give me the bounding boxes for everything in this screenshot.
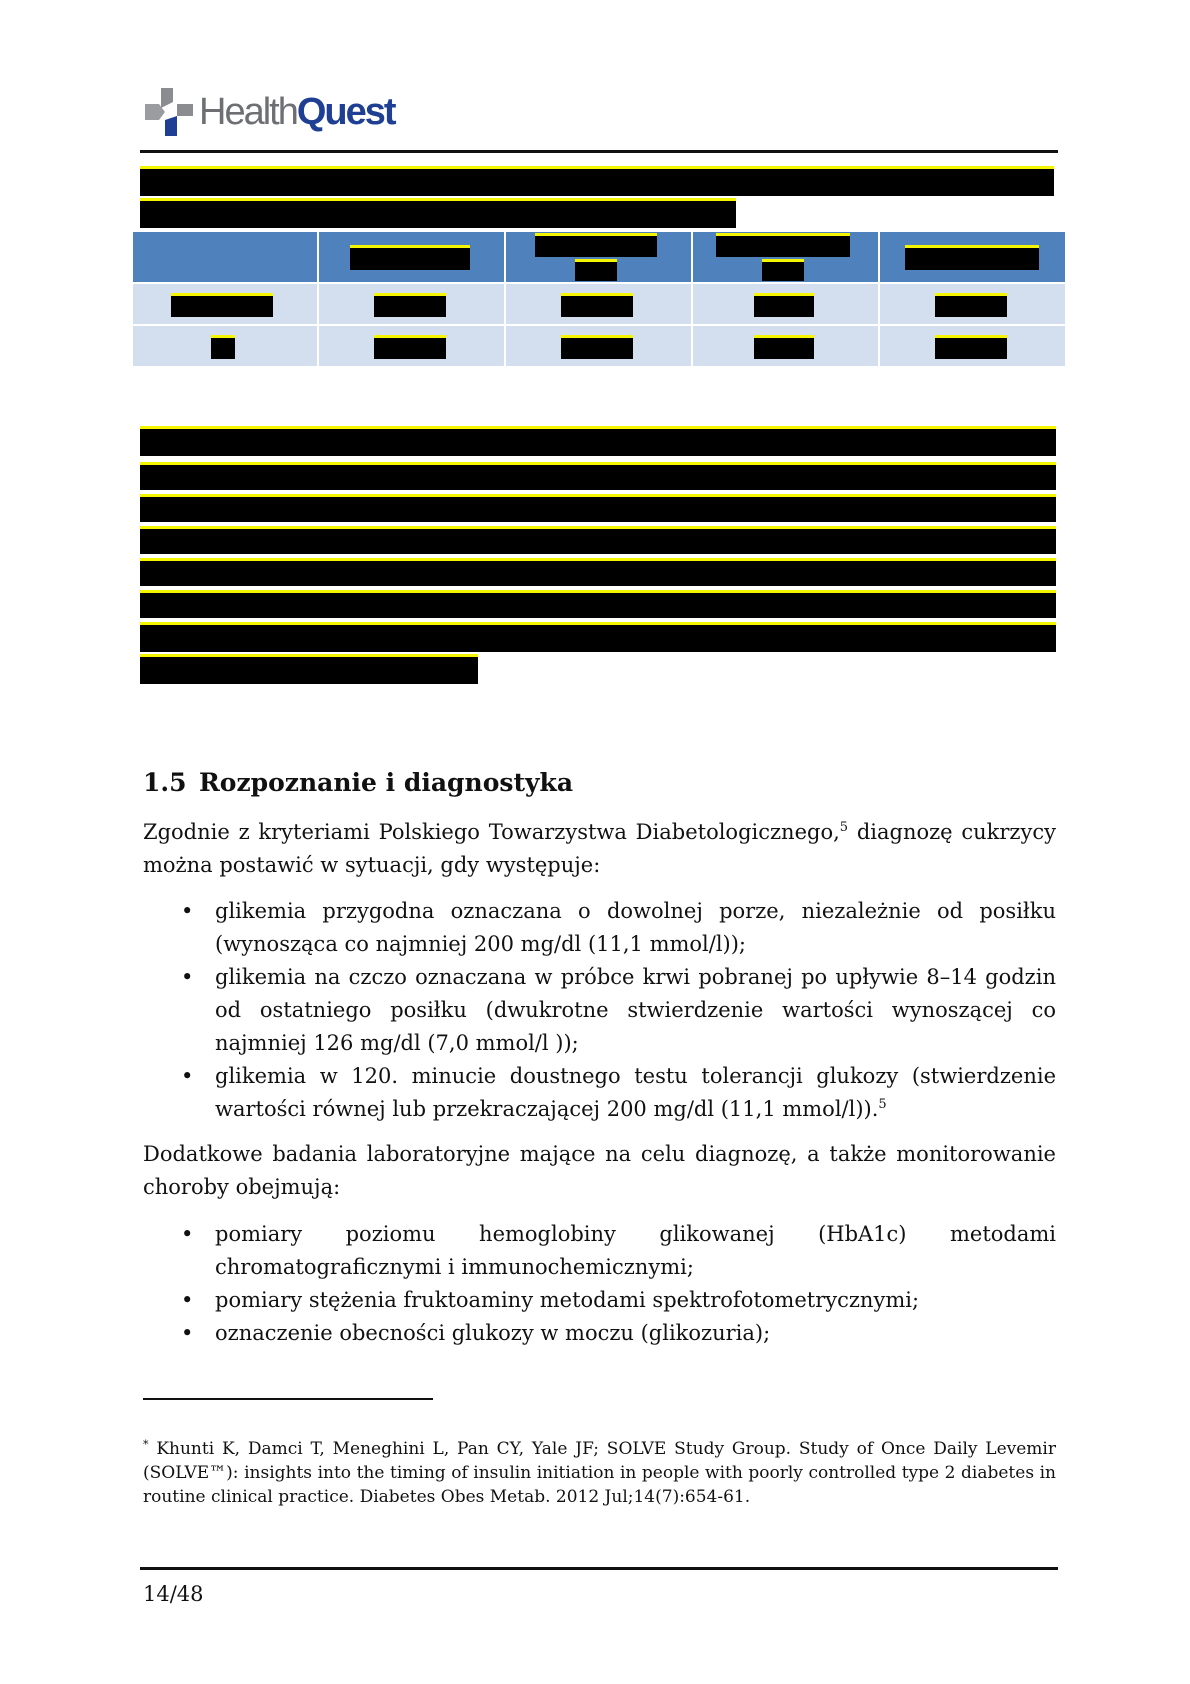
table-cell: [133, 284, 319, 326]
table-cell: [693, 326, 880, 368]
redaction-bar: [762, 259, 804, 281]
redaction-bar: [561, 335, 633, 359]
logo-cross-icon: [143, 86, 195, 138]
section-number: 1.5: [143, 768, 187, 797]
redaction-bar: [140, 590, 1056, 618]
list-item-text: glikemia na czczo oznaczana w próbce krwi pobranej po upływie 8–14 godzin od ostatniego posiłku (dwukrotne stwierdzenie wartości wynoszącej co najmniej 126 mg/dl (7,0 mmol/l ));: [215, 965, 1056, 1055]
redaction-bar: [140, 494, 1056, 522]
redaction-bar: [171, 293, 273, 317]
footnote-rule: [143, 1398, 433, 1400]
list-item-text: glikemia przygodna oznaczana o dowolnej porze, niezależnie od posiłku (wynosząca co najmniej 200 mg/dl (11,1 mmol/l));: [215, 899, 1056, 956]
healthquest-logo: [143, 84, 395, 140]
table-cell: [506, 326, 693, 368]
table-header-cell: [506, 232, 693, 284]
redaction-bar: [140, 426, 1056, 456]
redaction-bar: [350, 245, 470, 270]
redaction-bar: [140, 198, 736, 228]
table-row: [133, 326, 1065, 368]
list-item: [143, 1284, 1056, 1317]
list-item: [143, 1317, 1056, 1350]
table-cell: [506, 284, 693, 326]
redaction-bar: [935, 335, 1007, 359]
list-item-text: pomiary poziomu hemoglobiny glikowanej (HbA1c) metodami chromatograficznymi i immunochemicznymi;: [215, 1222, 1056, 1279]
logo-text-quest: Quest: [296, 91, 395, 133]
header-rule: [140, 150, 1058, 153]
logo-text-health: Health: [199, 91, 297, 133]
list-item-text: pomiary stężenia fruktoaminy metodami spektrofotometrycznymi;: [215, 1288, 920, 1312]
redaction-bar: [754, 335, 814, 359]
redaction-bar: [140, 558, 1056, 586]
section-title: Rozpoznanie i diagnostyka: [199, 768, 574, 797]
bullet: •: [181, 1321, 194, 1345]
table-cell: [880, 284, 1065, 326]
list-item: [143, 1218, 1056, 1284]
intro-paragraph: [143, 816, 1056, 882]
page-number: 14/48: [143, 1582, 204, 1606]
list-item: [143, 1060, 1056, 1126]
criteria-list: [143, 895, 1056, 1126]
list-item-text: oznaczenie obecności glukozy w moczu (glikozuria);: [215, 1321, 771, 1345]
redaction-bar: [140, 166, 1054, 196]
redaction-bar: [140, 654, 478, 684]
footnote-marker: *: [143, 1438, 149, 1451]
footnote: [143, 1437, 1056, 1509]
redacted-table: [133, 232, 1065, 368]
table-header-cell: [880, 232, 1065, 284]
table-cell: [133, 326, 319, 368]
table-cell: [319, 326, 506, 368]
redaction-bar: [211, 335, 235, 359]
redaction-bar: [716, 233, 850, 257]
table-header-cell: [693, 232, 880, 284]
footnote-ref: 5: [839, 820, 849, 835]
redaction-bar: [905, 245, 1039, 270]
section-heading: [143, 768, 573, 797]
redaction-bar: [140, 462, 1056, 490]
redaction-bar: [561, 293, 633, 317]
list-item: [143, 895, 1056, 961]
redaction-bar: [140, 526, 1056, 554]
redaction-bar: [935, 293, 1007, 317]
redaction-bar: [374, 293, 446, 317]
bullet: •: [181, 1288, 194, 1312]
tests-list: [143, 1218, 1056, 1350]
intro-text: Zgodnie z kryteriami Polskiego Towarzystwa Diabetologicznego,: [143, 820, 840, 844]
bullet: •: [181, 1064, 194, 1088]
redaction-bar: [140, 622, 1056, 652]
footnote-text: Khunti K, Damci T, Meneghini L, Pan CY, Yale JF; SOLVE Study Group. Study of Once Daily Levemir (SOLVE™): insights into the timing of insulin initiation in people with poorly controlled type 2 diabetes in routine clinical practice. Diabetes Obes Metab. 2012 Jul;14(7):654-61.: [143, 1439, 1056, 1507]
tests-paragraph: [143, 1138, 1056, 1204]
logo-wordmark: [199, 93, 395, 131]
table-cell: [880, 326, 1065, 368]
redaction-bar: [535, 233, 657, 257]
footnote-ref: 5: [878, 1097, 887, 1112]
table-header-cell: [133, 232, 319, 284]
footer-rule: [140, 1567, 1058, 1570]
intro-text-end: diagnozę cukrzycy można postawić w sytuacji, gdy występuje:: [143, 820, 1056, 877]
table-cell: [693, 284, 880, 326]
tests-intro-text: Dodatkowe badania laboratoryjne mające na celu diagnozę, a także monitorowanie choroby obejmują:: [143, 1142, 1056, 1199]
bullet: •: [181, 1222, 194, 1246]
redaction-bar: [374, 335, 446, 359]
table-row: [133, 284, 1065, 326]
redaction-bar: [754, 293, 814, 317]
table-header-row: [133, 232, 1065, 284]
bullet: •: [181, 965, 194, 989]
list-item-text: glikemia w 120. minucie doustnego testu tolerancji glukozy (stwierdzenie wartości równej lub przekraczającej 200 mg/dl (11,1 mmol/l)).: [215, 1064, 1056, 1121]
table-header-cell: [319, 232, 506, 284]
list-item: [143, 961, 1056, 1060]
redaction-bar: [575, 259, 617, 281]
table-cell: [319, 284, 506, 326]
bullet: •: [181, 899, 194, 923]
